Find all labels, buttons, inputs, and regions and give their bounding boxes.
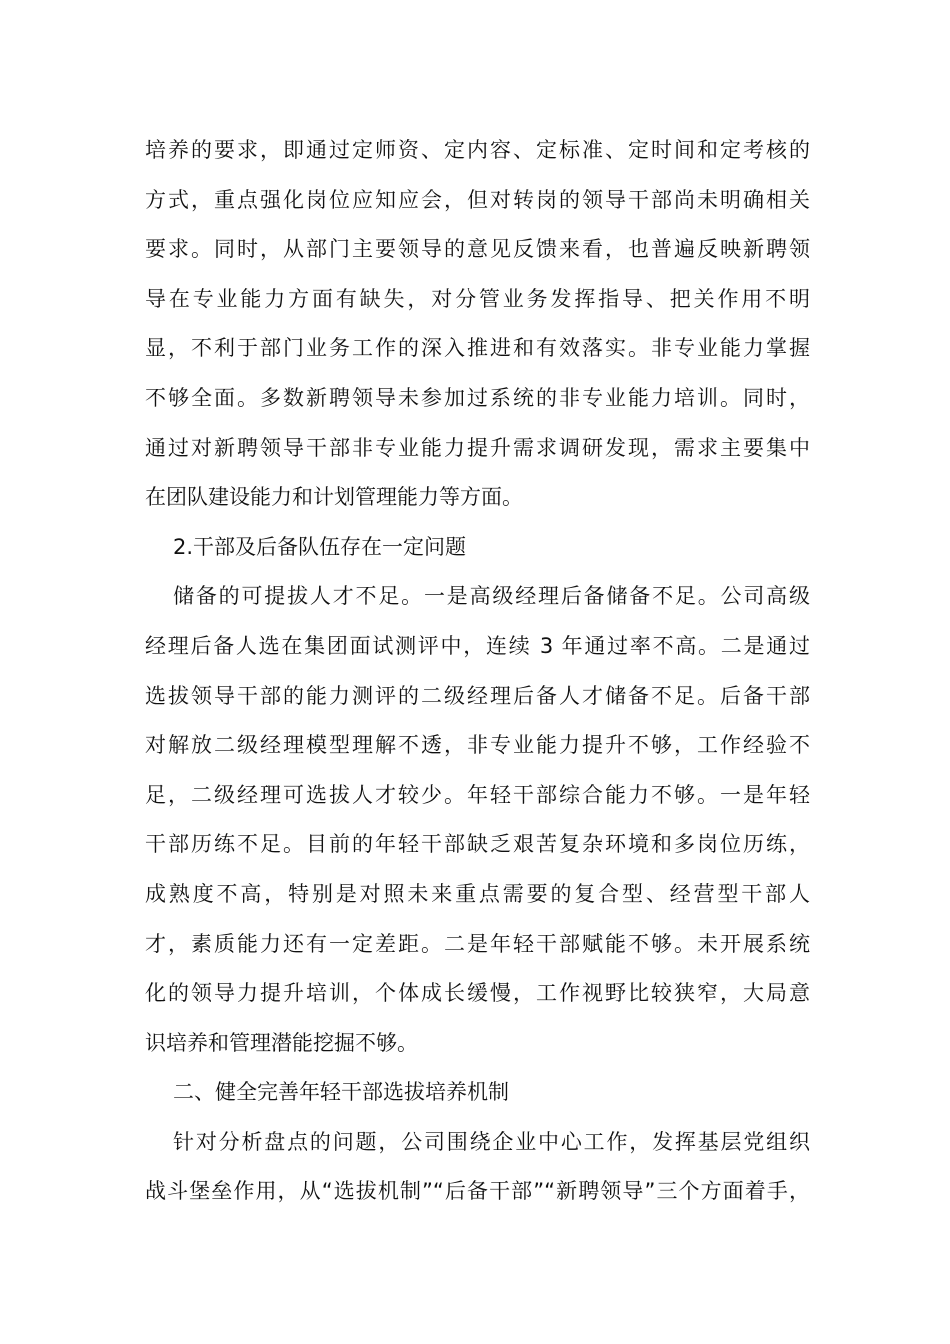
document-body [145, 126, 810, 1217]
text-line: 导在专业能力方面有缺失，对分管业务发挥指导、把关作用不明 [145, 286, 810, 311]
text-line: 2.干部及后备队伍存在一定问题 [173, 534, 467, 559]
text-line: 在团队建设能力和计划管理能力等方面。 [145, 485, 523, 510]
text-line: 选拔领导干部的能力测评的二级经理后备人才储备不足。后备干部 [145, 683, 810, 708]
text-line: 针对分析盘点的问题，公司围绕企业中心工作，发挥基层党组织 [173, 1129, 810, 1154]
text-line: 化的领导力提升培训，个体成长缓慢，工作视野比较狭窄，大局意 [145, 981, 810, 1006]
text-line: 成熟度不高，特别是对照未来重点需要的复合型、经营型干部人 [145, 881, 810, 906]
text-line: 足，二级经理可选拔人才较少。年轻干部综合能力不够。一是年轻 [145, 782, 810, 807]
text-line: 二、健全完善年轻干部选拔培养机制 [173, 1080, 509, 1105]
text-line: 显，不利于部门业务工作的深入推进和有效落实。非专业能力掌握 [145, 336, 810, 361]
text-line: 干部历练不足。目前的年轻干部缺乏艰苦复杂环境和多岗位历练， [145, 832, 810, 857]
text-line: 要求。同时，从部门主要领导的意见反馈来看，也普遍反映新聘领 [145, 237, 810, 262]
text-line: 识培养和管理潜能挖掘不够。 [145, 1030, 418, 1055]
text-line: 才，素质能力还有一定差距。二是年轻干部赋能不够。未开展系统 [145, 931, 810, 956]
text-line: 储备的可提拔人才不足。一是高级经理后备储备不足。公司高级 [173, 584, 810, 609]
text-line: 不够全面。多数新聘领导未参加过系统的非专业能力培训。同时， [145, 385, 810, 410]
text-line: 对解放二级经理模型理解不透，非专业能力提升不够，工作经验不 [145, 733, 810, 758]
text-line: 经理后备人选在集团面试测评中，连续 3 年通过率不高。二是通过 [145, 633, 810, 658]
text-line: 方式，重点强化岗位应知应会，但对转岗的领导干部尚未明确相关 [145, 187, 810, 212]
text-line: 培养的要求，即通过定师资、定内容、定标准、定时间和定考核的 [145, 138, 810, 162]
text-line: 通过对新聘领导干部非专业能力提升需求调研发现，需求主要集中 [145, 435, 810, 460]
text-line: 战斗堡垒作用，从“选拔机制”“后备干部”“新聘领导”三个方面着手， [145, 1179, 810, 1204]
